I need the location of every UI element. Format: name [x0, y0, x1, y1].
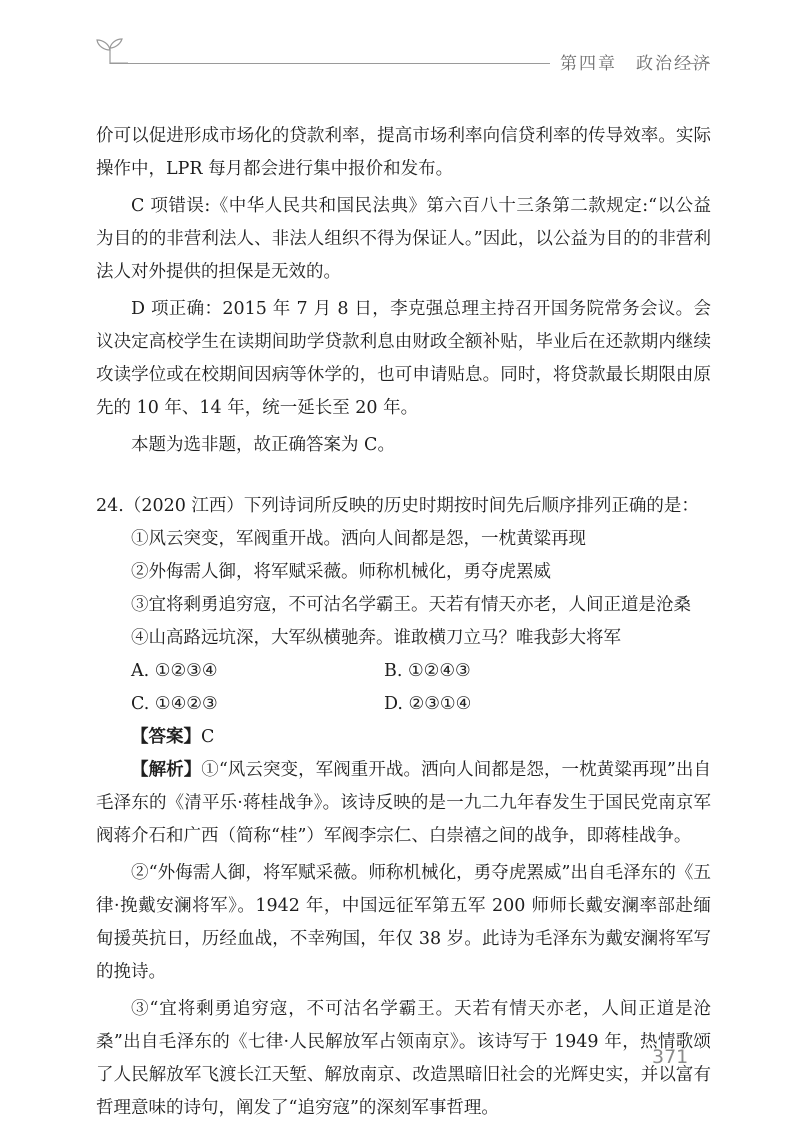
analysis-paragraph-2: ②“外侮需人御，将军赋采薇。师称机械化，勇夺虎罴威”出自毛泽东的《五律·挽戴安澜将军》。1942 年，中国远征军第五军 200 师师长戴安澜率部赴缅甸援英抗日，历经血战，不幸殉国，年仅 38 岁。此诗为毛泽东为戴安澜将军写的挽诗。	[96, 863, 711, 982]
question-item-4: ④山高路远坑深，大军纵横驰奔。谁敢横刀立马？唯我彭大将军	[131, 628, 621, 648]
question-stem: 24.（2020 江西）下列诗词所反映的历史时期按时间先后顺序排列正确的是：	[96, 496, 699, 516]
page-body	[96, 120, 711, 1125]
option-b: B. ①②④③	[384, 661, 471, 681]
chapter-title: 第四章 政治经济	[560, 54, 712, 74]
paragraph-lpr: 价可以促进形成市场化的贷款利率，提高市场利率向信贷利率的传导效率。实际操作中，LPR 每月都会进行集中报价和发布。	[96, 126, 711, 179]
analysis-label: 【解析】	[131, 760, 202, 780]
option-d: D. ②③①④	[384, 694, 472, 714]
answer-value: C	[201, 727, 215, 747]
header-rule-end	[688, 63, 710, 64]
question-item-3: ③宜将剩勇追穷寇，不可沽名学霸王。天若有情天亦老，人间正道是沧桑	[131, 595, 691, 615]
question-item-2: ②外侮需人御，将军赋采薇。师称机械化，勇夺虎罴威	[131, 562, 551, 582]
analysis-paragraph-3: ③“宜将剩勇追穷寇，不可沽名学霸王。天若有情天亦老，人间正道是沧桑”出自毛泽东的《七律·人民解放军占领南京》。该诗写于 1949 年，热情歌颂了人民解放军飞渡长江天堑、解放南京、改造黑暗旧社会的光辉史实，并以富有哲理意味的诗句，阐发了“追穷寇”的深刻军事哲理。	[96, 999, 711, 1118]
analysis-paragraph-1	[96, 754, 711, 853]
question-item-1: ①风云突变，军阀重开战。洒向人间都是怨，一枕黄粱再现	[131, 529, 586, 549]
answer-line	[96, 721, 711, 754]
paragraph-conclusion: 本题为选非题，故正确答案为 C。	[131, 435, 395, 455]
header-rule	[110, 63, 550, 64]
sprout-icon	[92, 36, 128, 66]
page-number: 371	[652, 1046, 689, 1068]
option-a: A. ①②③④	[131, 661, 218, 681]
option-c: C. ①④②③	[131, 694, 218, 714]
answer-label: 【答案】	[131, 727, 201, 747]
paragraph-option-c: C 项错误:《中华人民共和国民法典》第六百八十三条第二款规定:“以公益为目的的非营利法人、非法人组织不得为保证人。”因此，以公益为目的的非营利法人对外提供的担保是无效的。	[96, 196, 711, 282]
paragraph-option-d: D 项正确：2015 年 7 月 8 日，李克强总理主持召开国务院常务会议。会议决定高校学生在读期间助学贷款利息由财政全额补贴，毕业后在还款期内继续攻读学位或在校期间因病等休学的，也可申请贴息。同时，将贷款最长期限由原先的 10 年、14 年，统一延长至 20 年。	[96, 299, 711, 418]
analysis-text-1: ①“风云突变，军阀重开战。洒向人间都是怨，一枕黄粱再现”出自毛泽东的《清平乐·蒋桂战争》。该诗反映的是一九二九年春发生于国民党南京军阀蒋介石和广西（简称“桂”）军阀李宗仁、白崇禧之间的战争，即蒋桂战争。	[96, 760, 711, 846]
answer-options	[96, 655, 711, 721]
